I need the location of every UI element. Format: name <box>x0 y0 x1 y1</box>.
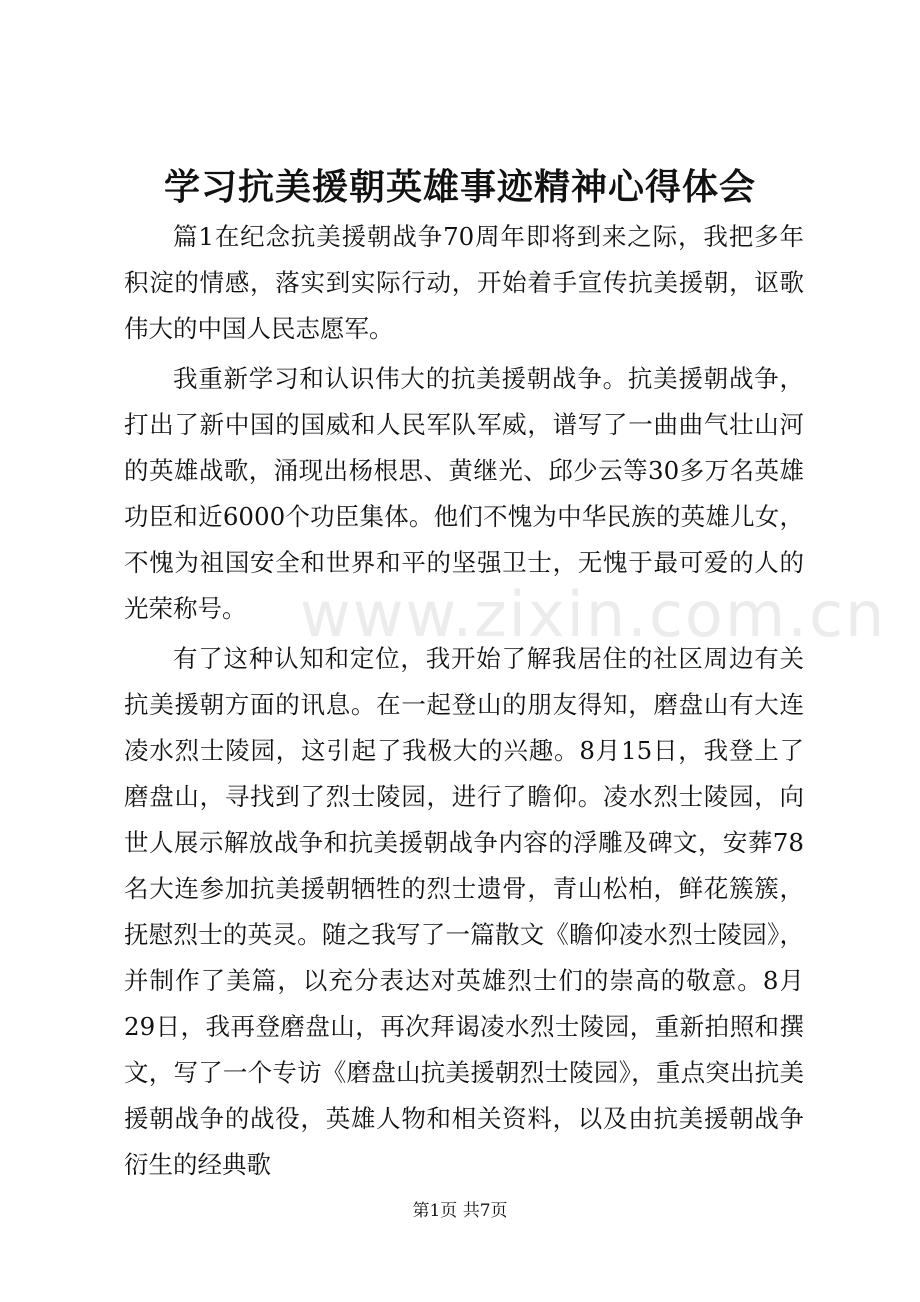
paragraph-1: 篇1在纪念抗美援朝战争70周年即将到来之际，我把多年积淀的情感，落实到实际行动，开始着手宣传抗美援朝，讴歌伟大的中国人民志愿军。 <box>124 222 804 343</box>
document-title: 学习抗美援朝英雄事迹精神心得体会 <box>163 166 756 208</box>
paragraph-2: 我重新学习和认识伟大的抗美援朝战争。抗美援朝战争，打出了新中国的国威和人民军队军威，谱写了一曲曲气壮山河的英雄战歌，涌现出杨根思、黄继光、邱少云等30多万名英雄功臣和近6000个功臣集体。他们不愧为中华民族的英雄儿女，不愧为祖国安全和世界和平的坚强卫士，无愧于最可爱的人的光荣称号。 <box>124 364 804 623</box>
document-body <box>124 214 804 1188</box>
watermark: www.zixin.com.cn <box>300 578 887 651</box>
page-footer: 第1页 共7页 <box>412 1201 508 1221</box>
paragraph-3: 有了这种认知和定位，我开始了解我居住的社区周边有关抗美援朝方面的讯息。在一起登山的朋友得知，磨盘山有大连凌水烈士陵园，这引起了我极大的兴趣。8月15日，我登上了磨盘山，寻找到了烈士陵园，进行了瞻仰。凌水烈士陵园，向世人展示解放战争和抗美援朝战争内容的浮雕及碑文，安葬78名大连参加抗美援朝牺牲的烈士遗骨，青山松柏，鲜花簇簇，抚慰烈士的英灵。随之我写了一篇散文《瞻仰凌水烈士陵园》，并制作了美篇，以充分表达对英雄烈士们的崇高的敬意。8月29日，我再登磨盘山，再次拜谒凌水烈士陵园，重新拍照和撰文，写了一个专访《磨盘山抗美援朝烈士陵园》，重点突出抗美援朝战争的战役，英雄人物和相关资料，以及由抗美援朝战争衍生的经典歌 <box>124 644 804 1179</box>
